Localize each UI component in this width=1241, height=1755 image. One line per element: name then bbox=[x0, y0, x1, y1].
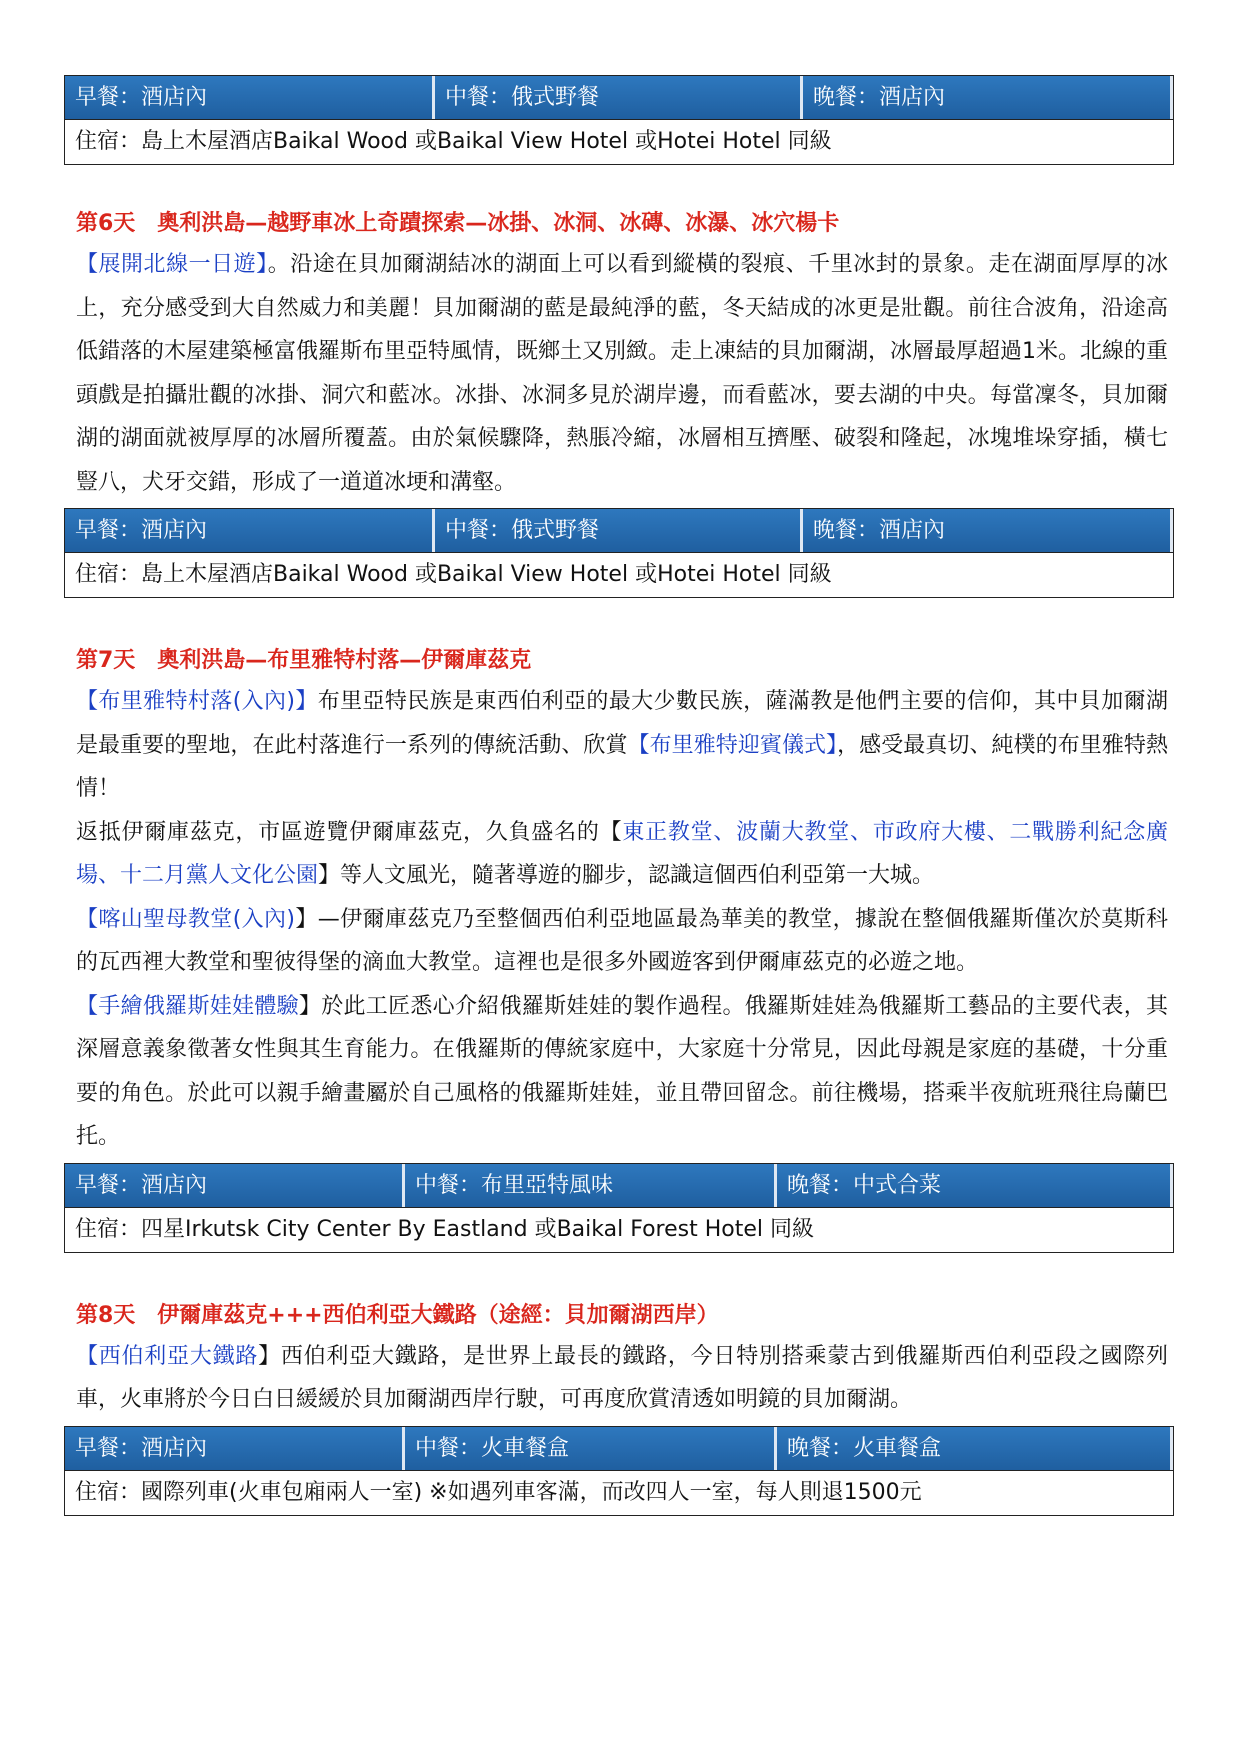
dinner-cell: 晚餐：酒店內 bbox=[803, 76, 1173, 119]
meal-row bbox=[65, 1164, 1173, 1208]
day8-paragraph: 【西伯利亞大鐵路】西伯利亞大鐵路，是世界上最長的鐵路，今日特別搭乘蒙古到俄羅斯西伯利亞段之國際列車，火車將於今日白日緩緩於貝加爾湖西岸行駛，可再度欣賞清透如明鏡的貝加爾湖。 bbox=[76, 1343, 1168, 1412]
day8-title: 第8天 伊爾庫茲克+++西伯利亞大鐵路（途經：貝加爾湖西岸） bbox=[76, 1302, 719, 1328]
itinerary-page bbox=[64, 75, 1174, 1516]
day8-meal-table bbox=[64, 1426, 1174, 1516]
day7-paragraph-1: 【布里雅特村落(入內)】布里亞特民族是東西伯利亞的最大少數民族，薩滿教是他們主要的信仰，其中貝加爾湖是最重要的聖地，在此村落進行一系列的傳統活動、欣賞【布里雅特迎賓儀式】，感受最真切、純樸的布里雅特熱情！ bbox=[76, 689, 1168, 801]
day6-title: 第6天 奧利洪島—越野車冰上奇蹟探索—冰掛、冰洞、冰磚、冰瀑、冰穴楊卡 bbox=[76, 211, 840, 236]
lunch-cell: 中餐：布里亞特風味 bbox=[405, 1164, 777, 1207]
day7-paragraph-2: 返抵伊爾庫茲克，市區遊覽伊爾庫茲克，久負盛名的【東正教堂、波蘭大教堂、市政府大樓、二戰勝利紀念廣場、十二月黨人文化公園】等人文風光，隨著導遊的腳步，認識這個西伯利亞第一大城。 bbox=[76, 819, 1168, 888]
day6-meal-table bbox=[64, 508, 1174, 598]
meal-row bbox=[65, 1427, 1173, 1471]
day7-paragraph-4: 【手繪俄羅斯娃娃體驗】於此工匠悉心介紹俄羅斯娃娃的製作過程。俄羅斯娃娃為俄羅斯工藝品的主要代表，其深層意義象徵著女性與其生育能力。在俄羅斯的傳統家庭中，大家庭十分常見，因此母親是家庭的基礎，十分重要的角色。於此可以親手繪畫屬於自己風格的俄羅斯娃娃，並且帶回留念。前往機場，搭乘半夜航班飛往烏蘭巴托。 bbox=[76, 993, 1168, 1149]
day8-section bbox=[64, 1301, 1174, 1516]
breakfast-cell: 早餐：酒店內 bbox=[65, 76, 435, 119]
lodging-row: 住宿：四星Irkutsk City Center By Eastland 或Baikal Forest Hotel 同級 bbox=[65, 1208, 1173, 1252]
day7-title: 第7天 奧利洪島—布里雅特村落—伊爾庫茲克 bbox=[76, 648, 532, 673]
day7-section bbox=[64, 646, 1174, 1253]
lunch-cell: 中餐：俄式野餐 bbox=[435, 509, 803, 552]
day7-meal-table bbox=[64, 1163, 1174, 1253]
day5-meal-table bbox=[64, 75, 1174, 165]
breakfast-cell: 早餐：酒店內 bbox=[65, 1427, 405, 1470]
day7-paragraph-3: 【喀山聖母教堂(入內)】—伊爾庫茲克乃至整個西伯利亞地區最為華美的教堂，據說在整個俄羅斯僅次於莫斯科的瓦西裡大教堂和聖彼得堡的滴血大教堂。這裡也是很多外國遊客到伊爾庫茲克的必遊之地。 bbox=[76, 906, 1168, 975]
breakfast-cell: 早餐：酒店內 bbox=[65, 509, 435, 552]
lodging-row: 住宿：島上木屋酒店Baikal Wood 或Baikal View Hotel 或Hotei Hotel 同級 bbox=[65, 553, 1173, 597]
day6-paragraph: 【展開北線一日遊】。沿途在貝加爾湖結冰的湖面上可以看到縱橫的裂痕、千里冰封的景象。走在湖面厚厚的冰上，充分感受到大自然威力和美麗！貝加爾湖的藍是最純淨的藍，冬天結成的冰更是壯觀。前往合波角，沿途高低錯落的木屋建築極富俄羅斯布里亞特風情，既鄉土又別緻。走上凍結的貝加爾湖，冰層最厚超過1米。北線的重頭戲是拍攝壯觀的冰掛、洞穴和藍冰。冰掛、冰洞多見於湖岸邊，而看藍冰，要去湖的中央。每當凜冬，貝加爾湖的湖面就被厚厚的冰層所覆蓋。由於氣候驟降，熱脹冷縮，冰層相互擠壓、破裂和隆起，冰塊堆垛穿插，橫七豎八，犬牙交錯，形成了一道道冰埂和溝壑。 bbox=[76, 252, 1169, 495]
meal-row bbox=[65, 509, 1173, 553]
highlight: 【展開北線一日遊】 bbox=[76, 252, 268, 277]
meal-row bbox=[65, 76, 1173, 120]
dinner-cell: 晚餐：火車餐盒 bbox=[777, 1427, 1173, 1470]
dinner-cell: 晚餐：中式合菜 bbox=[777, 1164, 1173, 1207]
lunch-cell: 中餐：俄式野餐 bbox=[435, 76, 803, 119]
dinner-cell: 晚餐：酒店內 bbox=[803, 509, 1173, 552]
day6-section bbox=[64, 209, 1174, 598]
lodging-row: 住宿：島上木屋酒店Baikal Wood 或Baikal View Hotel 或Hotei Hotel 同級 bbox=[65, 120, 1173, 164]
breakfast-cell: 早餐：酒店內 bbox=[65, 1164, 405, 1207]
lunch-cell: 中餐：火車餐盒 bbox=[405, 1427, 777, 1470]
lodging-row: 住宿：國際列車(火車包廂兩人一室) ※如遇列車客滿，而改四人一室，每人則退1500元 bbox=[65, 1471, 1173, 1515]
